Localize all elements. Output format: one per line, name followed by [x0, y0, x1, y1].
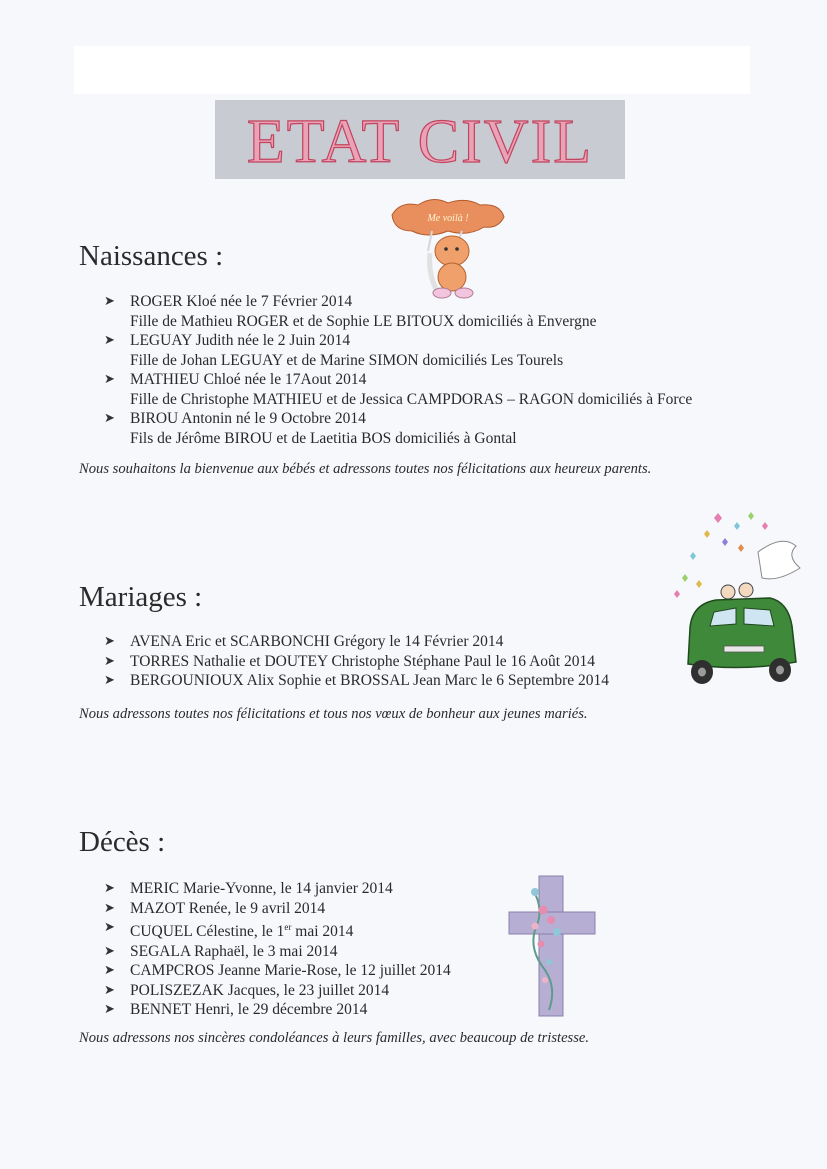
arrowhead-bullet-icon: ➤ — [104, 411, 115, 426]
title-banner — [215, 100, 625, 179]
list-item: ➤ AVENA Eric et SCARBONCHI Grégory le 14 Février 2014 — [104, 633, 504, 650]
baby-with-sign-icon — [388, 193, 508, 301]
arrowhead-bullet-icon: ➤ — [104, 963, 115, 979]
deces-heading: Décès : — [79, 826, 166, 858]
header-band — [74, 46, 750, 94]
arrowhead-bullet-icon: ➤ — [104, 900, 115, 916]
list-item: ➤ BERGOUNIOUX Alix Sophie et BROSSAL Jean Marc le 6 Septembre 2014 — [104, 672, 610, 689]
arrowhead-bullet-icon: ➤ — [104, 372, 115, 387]
naissances-closing: Nous souhaitons la bienvenue aux bébés et adressons toutes nos félicitations aux heureux parents. — [79, 461, 652, 477]
arrowhead-bullet-icon: ➤ — [104, 673, 115, 688]
list-item: ➤ BENNET Henri, le 29 décembre 2014 — [104, 1001, 368, 1019]
list-item: ➤ BIROU Antonin né le 9 Octobre 2014 Fils de Jérôme BIROU et de Laetitia BOS domiciliés à Gontal — [104, 410, 517, 447]
naissances-heading: Naissances : — [79, 240, 224, 272]
arrowhead-bullet-icon: ➤ — [104, 881, 115, 896]
deces-list — [104, 879, 451, 1020]
list-item: ➤ MAZOT Renée, le 9 avril 2014 — [104, 899, 326, 917]
arrowhead-bullet-icon: ➤ — [104, 294, 115, 309]
deces-closing: Nous adressons nos sincères condoléances à leurs familles, avec beaucoup de tristesse. — [79, 1030, 590, 1046]
list-item: ➤ ROGER Kloé née le 7 Février 2014 Fille de Mathieu ROGER et de Sophie LE BITOUX domiciliés à Envergne — [104, 293, 597, 330]
mariages-heading: Mariages : — [79, 581, 203, 613]
mariages-list — [104, 632, 609, 691]
wedding-car-icon — [662, 512, 808, 688]
arrowhead-bullet-icon: ➤ — [104, 1002, 115, 1018]
arrowhead-bullet-icon: ➤ — [104, 634, 115, 649]
flower-cross-icon — [505, 870, 600, 1020]
mariages-closing: Nous adressons toutes nos félicitations et tous nos vœux de bonheur aux jeunes mariés. — [79, 706, 588, 722]
arrowhead-bullet-icon: ➤ — [104, 982, 115, 998]
list-item: ➤ CUQUEL Célestine, le 1er mai 2014 — [104, 920, 354, 941]
arrowhead-bullet-icon: ➤ — [104, 920, 115, 935]
arrowhead-bullet-icon: ➤ — [104, 653, 115, 669]
bubble-text: Me voilà ! — [427, 213, 469, 224]
list-item: ➤ LEGUAY Judith née le 2 Juin 2014 Fille de Johan LEGUAY et de Marine SIMON domiciliés Les Tourels — [104, 332, 564, 369]
list-item: ➤ MATHIEU Chloé née le 17Aout 2014 Fille de Christophe MATHIEU et de Jessica CAMPDORAS – RAGON domiciliés à Force — [104, 371, 693, 408]
list-item: ➤ TORRES Nathalie et DOUTEY Christophe Stéphane Paul le 16 Août 2014 — [104, 652, 595, 670]
arrowhead-bullet-icon: ➤ — [104, 333, 115, 348]
naissances-list — [104, 292, 692, 448]
arrowhead-bullet-icon: ➤ — [104, 943, 115, 959]
list-item: ➤ POLISZEZAK Jacques, le 23 juillet 2014 — [104, 981, 390, 999]
list-item: ➤ SEGALA Raphaël, le 3 mai 2014 — [104, 942, 338, 960]
list-item: ➤ MERIC Marie-Yvonne, le 14 janvier 2014 — [104, 880, 393, 897]
list-item: ➤ CAMPCROS Jeanne Marie-Rose, le 12 juillet 2014 — [104, 962, 451, 980]
page-title: ETAT CIVIL — [246, 107, 594, 176]
